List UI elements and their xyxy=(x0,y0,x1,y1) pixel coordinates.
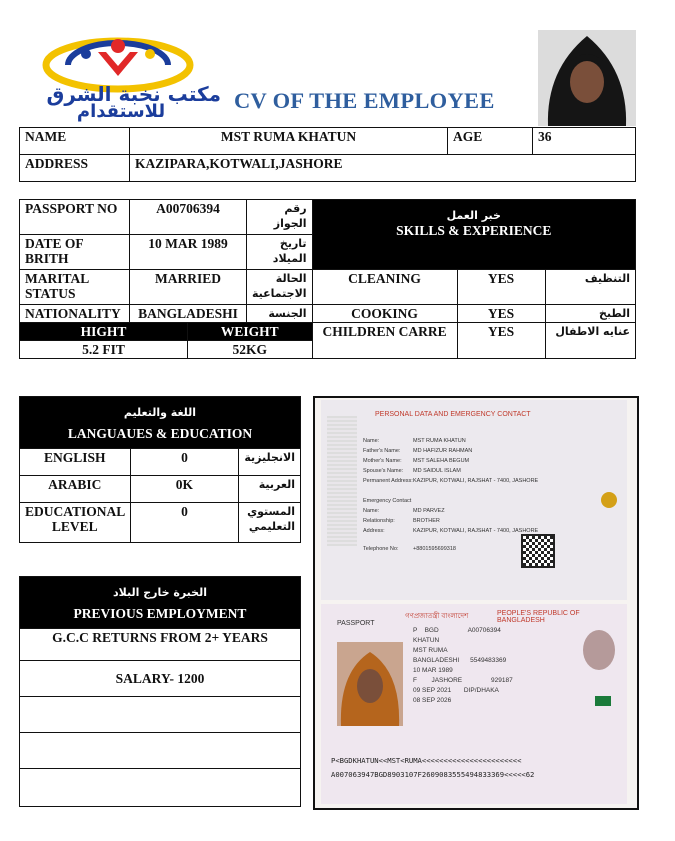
pd-value: +8801595699318 xyxy=(413,546,456,552)
employment-salary: SALARY- 1200 xyxy=(20,661,301,697)
pd-key: Permanent Address: xyxy=(363,478,413,484)
address-value: KAZIPARA,KOTWALI,JASHORE xyxy=(130,155,636,182)
pd-value: MD SAIDUL ISLAM xyxy=(413,468,461,474)
details-skills-table xyxy=(19,199,636,359)
personal-info-table xyxy=(19,127,636,182)
languages-title-ar: اللغة والتعليم xyxy=(123,405,197,419)
weight-value: 52KG xyxy=(188,341,313,359)
skill-cooking-value: YES xyxy=(457,305,545,323)
bio-fields xyxy=(413,626,513,706)
height-value: 5.2 FIT xyxy=(20,341,188,359)
mrz-line-2: A007063947BGD8903107F2609083555494833369<<<<<62 xyxy=(331,770,535,779)
marital-label-ar: الحالة الاجتماعية xyxy=(247,270,313,305)
pd-key: Name: xyxy=(363,438,380,444)
employment-table xyxy=(19,576,301,807)
personal-data-values xyxy=(413,436,538,554)
pd-key: Address: xyxy=(363,528,385,534)
lang-english: ENGLISH xyxy=(20,449,131,476)
passport-data-page xyxy=(321,400,627,600)
pd-value: MD PARVEZ xyxy=(413,508,445,514)
mrz-line-1: P<BGDKHATUN<<MST<RUMA<<<<<<<<<<<<<<<<<<<<<<< xyxy=(331,756,522,765)
bio-number: A00706394 xyxy=(467,627,501,634)
perforation xyxy=(327,416,357,546)
pd-key: Spouse's Name: xyxy=(363,468,404,474)
skill-cooking: COOKING xyxy=(312,305,457,323)
passport-scan xyxy=(313,396,639,810)
bio-birthplace: JASHORE xyxy=(431,677,463,684)
skill-cooking-ar: الطبخ xyxy=(545,305,635,323)
passport-value: A00706394 xyxy=(130,200,247,235)
address-label: ADDRESS xyxy=(20,155,130,182)
company-logo xyxy=(6,32,231,127)
education-level: EDUCATIONAL LEVEL xyxy=(20,503,131,543)
bio-authority: DIP/DHAKA xyxy=(463,687,499,694)
skills-header xyxy=(312,200,635,270)
passport-word: PASSPORT xyxy=(337,620,375,627)
ghost-photo xyxy=(583,630,615,670)
employment-empty-row xyxy=(20,769,301,807)
bio-issue: 09 SEP 2021 xyxy=(413,687,452,694)
lang-arabic-ar: العربية xyxy=(239,476,301,503)
weight-label: WEIGHT xyxy=(188,323,313,341)
employment-title: PREVIOUS EMPLOYMENT xyxy=(73,605,247,621)
pd-value: BROTHER xyxy=(413,518,440,524)
passport-label: PASSPORT NO xyxy=(20,200,130,235)
employment-line1: G.C.C RETURNS FROM 2+ YEARS xyxy=(20,629,301,661)
nationality-value: BANGLADESHI xyxy=(130,305,247,323)
marital-value: MARRIED xyxy=(130,270,247,305)
page-title: CV OF THE EMPLOYEE xyxy=(234,88,495,113)
passport-label-ar: رقم الجواز xyxy=(247,200,313,235)
name-value: MST RUMA KHATUN xyxy=(130,128,448,155)
flag-icon xyxy=(595,696,611,706)
bio-nationality: BANGLADESHI xyxy=(413,657,460,664)
lang-english-value: 0 xyxy=(130,449,239,476)
age-label: AGE xyxy=(448,128,533,155)
bio-surname: KHATUN xyxy=(413,637,440,644)
dob-label: DATE OF BRITH xyxy=(20,235,130,270)
lang-arabic: ARABIC xyxy=(20,476,131,503)
employment-title-ar: الخبرة خارج البلاد xyxy=(112,585,208,599)
pd-value: MST SALEHA BEGUM xyxy=(413,458,470,464)
passport-page-title: PERSONAL DATA AND EMERGENCY CONTACT xyxy=(375,411,531,418)
nationality-label-ar: الجنسة xyxy=(247,305,313,323)
qr-code xyxy=(521,534,555,568)
logo-arabic-line1: مكتب نخبة الشرق xyxy=(46,82,221,106)
bio-given: MST RUMA xyxy=(413,647,448,654)
bio-prev-no: 929187 xyxy=(491,677,513,684)
emblem-icon xyxy=(601,492,617,508)
languages-table xyxy=(19,396,301,543)
logo-arabic-line2: للاستقدام xyxy=(76,101,166,122)
skill-childcare-ar: عنايه الاطفال xyxy=(545,323,635,359)
languages-title: LANGUAUES & EDUCATION xyxy=(67,425,253,441)
skill-cleaning-ar: التنظيف xyxy=(545,270,635,305)
employee-photo xyxy=(538,30,636,126)
mrz-zone xyxy=(331,754,534,782)
country-bn: গণপ্রজাতন্ত্রী বাংলাদেশ xyxy=(405,613,469,620)
pd-value: MST RUMA KHATUN xyxy=(413,438,466,444)
employment-empty-row xyxy=(20,697,301,733)
pd-key: Relationship: xyxy=(363,518,395,524)
bio-sex: F xyxy=(413,677,417,684)
lang-english-ar: الانجليزية xyxy=(239,449,301,476)
skills-title-ar: خبر العمل xyxy=(446,208,501,222)
height-label: HIGHT xyxy=(20,323,188,341)
employment-empty-row xyxy=(20,733,301,769)
pd-key: Telephone No: xyxy=(363,546,399,552)
education-level-ar: المستوي التعليمي xyxy=(239,503,301,543)
languages-header xyxy=(20,397,301,449)
pd-key: Emergency Contact xyxy=(363,498,412,504)
dob-value: 10 MAR 1989 xyxy=(130,235,247,270)
skill-cleaning-value: YES xyxy=(457,270,545,305)
name-label: NAME xyxy=(20,128,130,155)
pd-key: Mother's Name: xyxy=(363,458,402,464)
skills-title: SKILLS & EXPERIENCE xyxy=(396,222,552,238)
bio-code: BGD xyxy=(424,627,439,634)
employment-header xyxy=(20,577,301,629)
personal-data-keys xyxy=(363,436,413,554)
passport-photo xyxy=(337,642,403,726)
bio-dob: 10 MAR 1989 xyxy=(413,667,453,674)
skill-childcare: CHILDREN CARRE xyxy=(312,323,457,359)
nationality-label: NATIONALITY xyxy=(20,305,130,323)
country-en: PEOPLE'S REPUBLIC OF BANGLADESH xyxy=(497,610,580,624)
bio-expiry: 08 SEP 2026 xyxy=(413,697,452,704)
education-level-value: 0 xyxy=(130,503,239,543)
bio-type: P xyxy=(413,627,418,634)
pd-key: Father's Name: xyxy=(363,448,401,454)
age-value: 36 xyxy=(533,128,636,155)
passport-bio-page xyxy=(321,604,627,804)
lang-arabic-value: 0K xyxy=(130,476,239,503)
pd-value: MD HAFIZUR RAHMAN xyxy=(413,448,473,454)
dob-label-ar: تاريخ الميلاد xyxy=(247,235,313,270)
marital-label: MARITAL STATUS xyxy=(20,270,130,305)
skill-cleaning: CLEANING xyxy=(312,270,457,305)
pd-value: KAZIPUR, KOTWALI, RAJSHAT - 7400, JASHORE xyxy=(413,528,539,534)
pd-key: Name: xyxy=(363,508,380,514)
pd-value: KAZIPUR, KOTWALI, RAJSHAT - 7400, JASHORE xyxy=(413,478,539,484)
bio-personal-no: 5549483369 xyxy=(470,657,507,664)
skill-childcare-value: YES xyxy=(457,323,545,359)
